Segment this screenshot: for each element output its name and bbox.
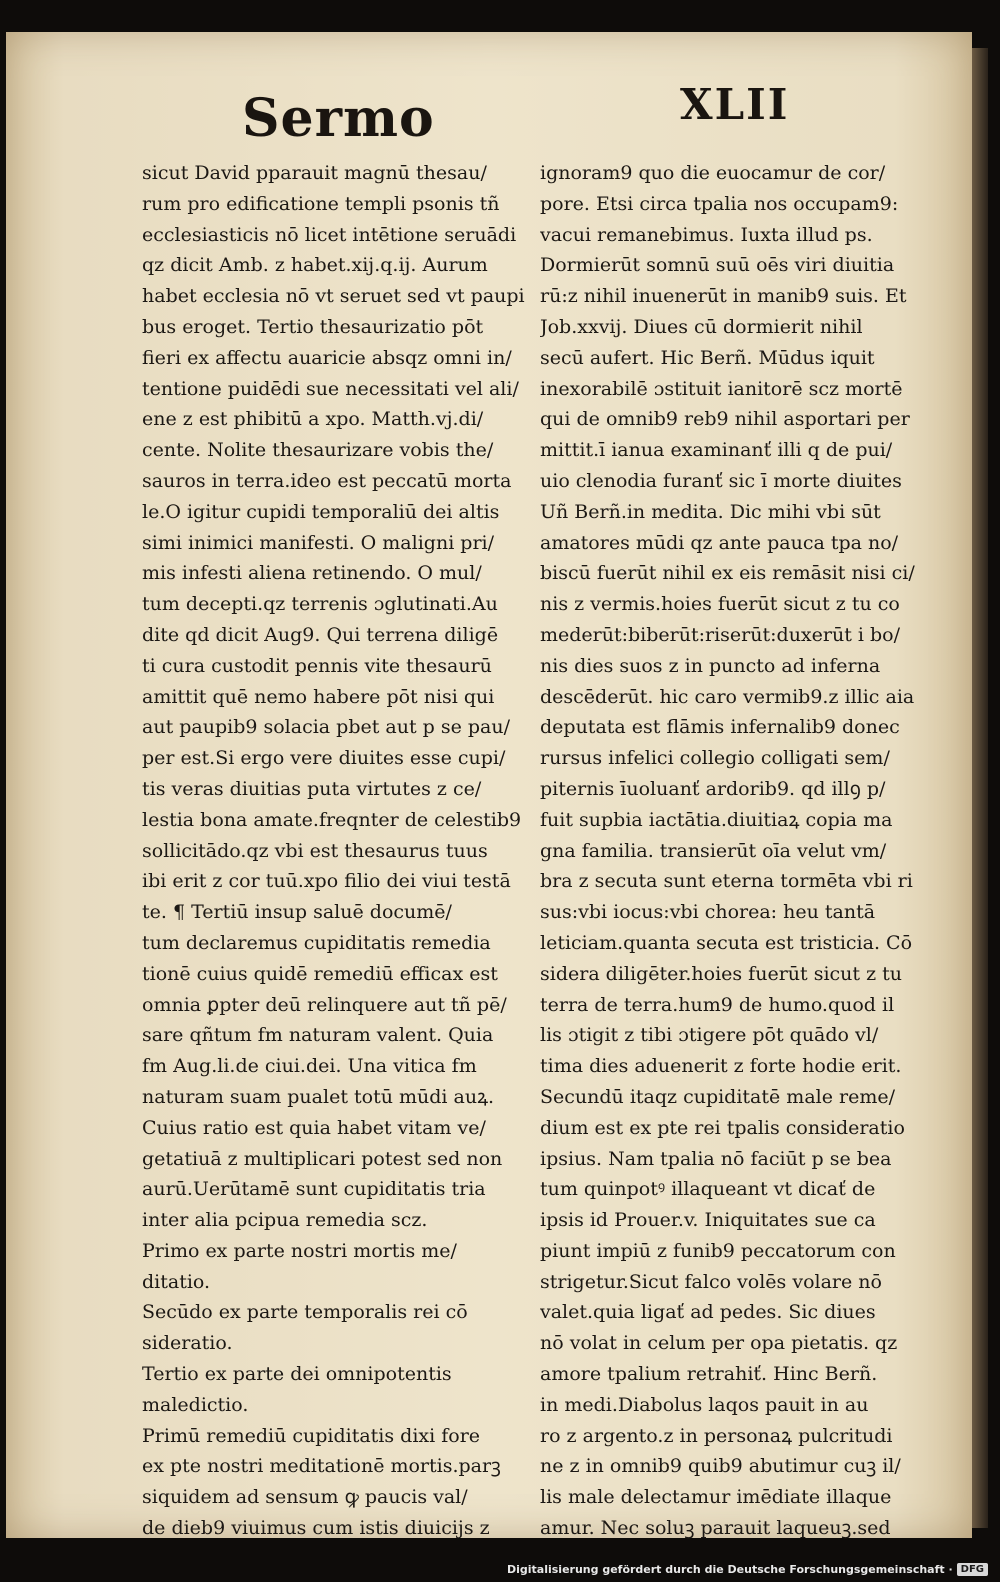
text-line: qz dicit Amb. z habet.xij.q.ij. Aurum xyxy=(142,254,488,277)
text-column-right xyxy=(540,158,970,1544)
text-line: aut paupib9 solacia pbet aut p se pau/ xyxy=(142,716,511,739)
text-line: rursus infelici collegio colligati sem/ xyxy=(540,747,890,770)
text-line: mis infesti aliena retinendo. O mul/ xyxy=(142,562,482,585)
text-line: Secūdo ex parte temporalis rei cō xyxy=(142,1301,468,1324)
text-line: terra de terra.hum9 de humo.quod il xyxy=(540,993,895,1016)
text-line: nis z vermis.hoies fuerūt sicut z tu co xyxy=(540,593,900,616)
text-line: ecclesiasticis nō licet intētione seruādi xyxy=(142,223,517,246)
text-line: tima dies aduenerit z forte hodie erit. xyxy=(540,1055,902,1078)
text-line: amore tpalium retrahiť. Hinc Berñ. xyxy=(540,1363,878,1386)
text-line: per est.Si ergo vere diuites esse cupi/ xyxy=(142,747,506,770)
text-line: Tertio ex parte dei omnipotentis xyxy=(142,1363,452,1386)
text-line: fm Aug.li.de ciui.dei. Una vitica fm xyxy=(142,1055,477,1078)
text-line: deputata est flāmis infernalib9 donec xyxy=(540,716,900,739)
text-line: vacui remanebimus. Iuxta illud ps. xyxy=(540,223,873,246)
text-line: tum quinpotꝰ illaqueant vt dicať de xyxy=(540,1178,876,1201)
text-line: amatores mūdi qz ante pauca tpa no/ xyxy=(540,531,899,554)
text-line: rum pro edificatione templi psonis tñ xyxy=(142,192,500,215)
text-line: mederūt:biberūt:riserūt:duxerūt i bo/ xyxy=(540,623,901,646)
digitization-credit xyxy=(507,1563,988,1576)
text-line: Secundū itaqz cupiditatē male reme/ xyxy=(540,1085,895,1108)
text-line: ipsius. Nam tpalia nō faciūt p se bea xyxy=(540,1147,892,1170)
text-line: ignoram9 quo die euocamur de cor/ xyxy=(540,162,886,184)
text-line: sidera diligēter.hoies fuerūt sicut z tu xyxy=(540,962,902,985)
text-line: habet ecclesia nō vt seruet sed vt paupi xyxy=(142,285,525,308)
text-line: bus eroget. Tertio thesaurizatio pōt xyxy=(142,315,484,338)
text-line: ex pte nostri meditationē mortis.parꝫ xyxy=(142,1455,501,1478)
text-line: le.O igitur cupidi temporaliū dei altis xyxy=(142,500,500,523)
text-line: maledictio. xyxy=(142,1393,249,1416)
text-line: leticiam.quanta secuta est tristicia. Cō xyxy=(540,931,913,954)
text-line: sare qñtum fm naturam valent. Quia xyxy=(142,1024,494,1047)
text-line: siquidem ad sensum ꝙ paucis val/ xyxy=(142,1486,468,1509)
text-line: cente. Nolite thesaurizare vobis the/ xyxy=(142,439,494,462)
text-line: biscū fuerūt nihil ex eis remāsit nisi ci/ xyxy=(540,562,915,585)
text-line: ibi erit z cor tuū.xpo filio dei viui testā xyxy=(142,870,511,893)
text-line: sollicitādo.qz vbi est thesaurus tuus xyxy=(142,839,488,862)
text-line: Uñ Berñ.in medita. Dic mihi vbi sūt xyxy=(540,500,881,523)
text-line: Cuius ratio est quia habet vitam ve/ xyxy=(142,1116,486,1139)
text-line: tionē cuius quidē remediū efficax est xyxy=(142,962,498,985)
dfg-logo: DFG xyxy=(957,1563,988,1576)
text-line: getatiuā z multiplicari potest sed non xyxy=(142,1147,503,1170)
page-edge xyxy=(972,48,988,1528)
text-line: tum declaremus cupiditatis remedia xyxy=(142,931,491,954)
text-line: piunt impiū z funib9 peccatorum con xyxy=(540,1239,896,1262)
text-line: piternis īuoluanť ardorib9. qd illꝯ p/ xyxy=(540,777,886,800)
text-line: secū aufert. Hic Berñ. Mūdus iquit xyxy=(540,346,875,369)
text-line: omnia ꝑpter deū relinquere aut tñ pē/ xyxy=(142,993,507,1016)
text-line: nis dies suos z in puncto ad inferna xyxy=(540,654,881,677)
text-line: strigetur.Sicut falco volēs volare nō xyxy=(540,1270,882,1293)
text-line: ene z est phibitū a xpo. Matth.vj.di/ xyxy=(142,408,484,431)
text-line: ipsis id Prouer.v. Iniquitates sue ca xyxy=(540,1209,876,1232)
text-line: lis male delectamur imēdiate illaque xyxy=(540,1486,892,1509)
text-line: sideratio. xyxy=(142,1332,233,1355)
text-line: Primū remediū cupiditatis dixi fore xyxy=(142,1424,481,1447)
text-line: inexorabilē ɔstituit ianitorē scz mortē xyxy=(540,377,903,400)
running-head-left: Sermo xyxy=(242,88,435,149)
text-line: in medi.Diabolus laqos pauit in au xyxy=(540,1393,869,1416)
text-line: Job.xxvij. Diues cū dormierit nihil xyxy=(540,315,863,338)
text-line: tentione puidēdi sue necessitati vel ali/ xyxy=(142,377,519,400)
text-line: gna familia. transierūt oīa velut vm/ xyxy=(540,839,887,862)
text-line: amittit quē nemo habere pōt nisi qui xyxy=(142,685,495,708)
text-line: qui de omnib9 reb9 nihil asportari per xyxy=(540,408,910,431)
text-line: inter alia pcipua remedia scz. xyxy=(142,1209,428,1232)
text-line: uio clenodia furanť sic ī morte diuites xyxy=(540,469,902,492)
text-line: tis veras diuitias puta virtutes z ce/ xyxy=(142,777,482,800)
text-line: ti cura custodit pennis vite thesaurū xyxy=(142,654,492,677)
text-column-left xyxy=(142,158,562,1544)
credit-text: Digitalisierung gefördert durch die Deutsche Forschungsgemeinschaft · xyxy=(506,1563,953,1576)
text-line: simi inimici manifesti. O maligni pri/ xyxy=(142,531,495,554)
text-line: dium est ex pte rei tpalis consideratio xyxy=(540,1116,905,1139)
text-line: dite qd dicit Aug9. Qui terrena diligē xyxy=(142,623,499,646)
text-line: rū:z nihil inuenerūt in manib9 suis. Et xyxy=(540,285,907,308)
text-line: sauros in terra.ideo est peccatū morta xyxy=(142,469,512,492)
text-line: lis ɔtigit z tibi ɔtigere pōt quādo vl/ xyxy=(540,1024,879,1047)
text-line: Primo ex parte nostri mortis me/ xyxy=(142,1239,457,1262)
text-line: valet.quia ligať ad pedes. Sic diues xyxy=(540,1301,876,1324)
text-line: aurū.Uerūtamē sunt cupiditatis tria xyxy=(142,1178,486,1201)
text-line: de dieb9 viuimus cum istis diuicijs z xyxy=(142,1517,490,1540)
text-line: bra z secuta sunt eterna tormēta vbi ri xyxy=(540,870,913,893)
text-line: descēderūt. hic caro vermib9.z illic aia xyxy=(540,685,915,708)
folio-number: XLII xyxy=(680,80,790,129)
text-line: mittit.ī ianua examinanť illi q de pui/ xyxy=(540,439,893,462)
text-line: sicut David pparauit magnū thesau/ xyxy=(142,162,487,184)
text-line: fuit supbia iactātia.diuitiaꝝ copia ma xyxy=(540,808,893,831)
text-line: sus:vbi iocus:vbi chorea: heu tantā xyxy=(540,901,876,924)
text-line: tum decepti.qz terrenis ɔglutinati.Au xyxy=(142,593,498,616)
text-line: te. ¶ Tertiū insup saluē documē/ xyxy=(142,901,452,924)
text-line: ne z in omnib9 quib9 abutimur cuꝫ il/ xyxy=(540,1455,901,1478)
text-line: ro z argento.z in personaꝝ pulcritudi xyxy=(540,1424,893,1447)
text-line: lestia bona amate.freqnter de celestib9 xyxy=(142,808,522,831)
text-line: naturam suam pualet totū mūdi auꝝ. xyxy=(142,1085,495,1108)
text-line: Dormierūt somnū suū oēs viri diuitia xyxy=(540,254,895,277)
text-line: amur. Nec soluꝫ parauit laqueuꝫ.sed xyxy=(540,1517,891,1540)
text-line: ditatio. xyxy=(142,1270,211,1293)
text-line: pore. Etsi circa tpalia nos occupam9: xyxy=(540,192,899,215)
text-line: fieri ex affectu auaricie absqz omni in/ xyxy=(142,346,512,369)
text-line: nō volat in celum per opa pietatis. qz xyxy=(540,1332,898,1355)
